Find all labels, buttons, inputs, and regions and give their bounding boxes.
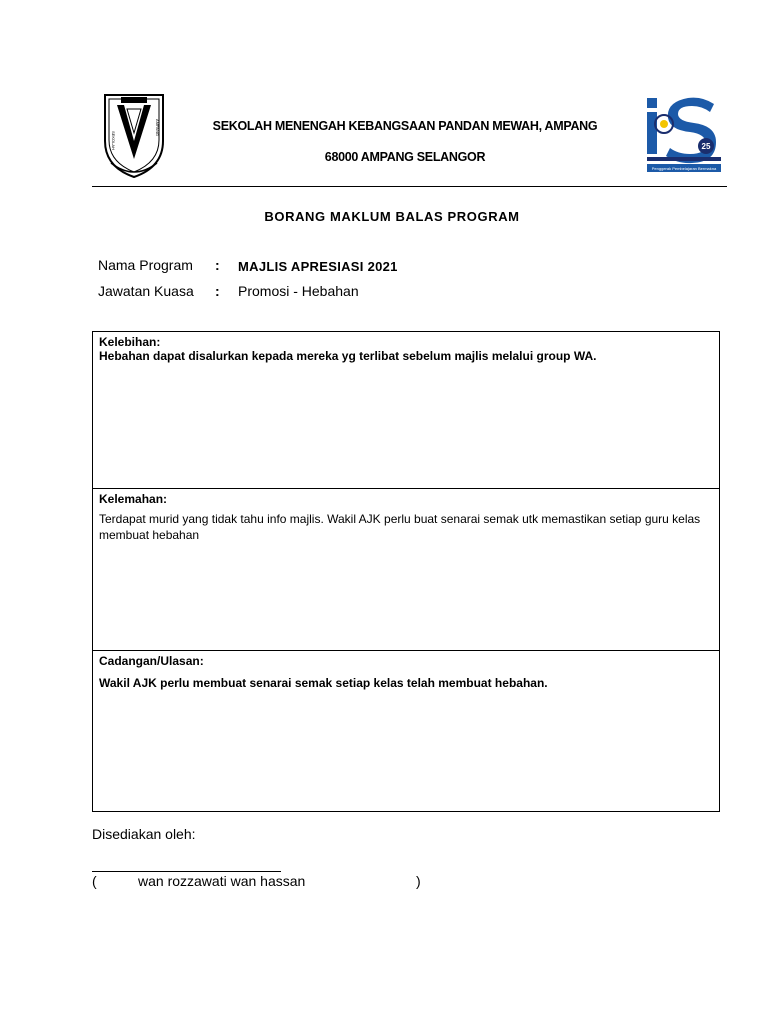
signature-line: [92, 871, 281, 872]
school-name: SEKOLAH MENENGAH KEBANGSAAN PANDAN MEWAH, AMPANG: [212, 119, 598, 133]
svg-text:25: 25: [701, 142, 711, 151]
header-divider: [92, 186, 727, 187]
school-crest-icon: [99, 89, 169, 179]
program-name-label: Nama Program: [98, 257, 193, 273]
strengths-title: Kelebihan:: [99, 335, 161, 349]
program-name-value: MAJLIS APRESIASI 2021: [238, 259, 398, 274]
suggestions-text: Wakil AJK perlu membuat senarai semak setiap kelas telah membuat hebahan.: [99, 676, 548, 690]
school-address: 68000 AMPANG SELANGOR: [324, 150, 486, 164]
committee-colon: :: [215, 283, 220, 299]
svg-text:SEKOLAH: SEKOLAH: [111, 131, 116, 150]
prepared-by-label: Disediakan oleh:: [92, 826, 196, 842]
feedback-box: [92, 331, 720, 812]
committee-value: Promosi - Hebahan: [238, 283, 359, 299]
signatory-name: wan rozzawati wan hassan: [138, 873, 306, 889]
signature-close-paren: ): [416, 873, 421, 889]
weaknesses-text: Terdapat murid yang tidak tahu info majlis. Wakil AJK perlu buat senarai semak utk memastikan setiap guru kelas membuat hebahan: [99, 512, 701, 542]
is-25-program-logo-icon: [644, 94, 724, 176]
committee-label: Jawatan Kuasa: [98, 283, 194, 299]
strengths-text: Hebahan dapat disalurkan kepada mereka yg terlibat sebelum majlis melalui group WA.: [99, 349, 597, 363]
weaknesses-title: Kelemahan:: [99, 492, 168, 506]
form-title: BORANG MAKLUM BALAS PROGRAM: [264, 209, 520, 224]
suggestions-section: [93, 650, 719, 813]
weaknesses-section: [93, 488, 719, 650]
signature-open-paren: (: [92, 873, 97, 889]
svg-text:AMPANG: AMPANG: [155, 119, 160, 137]
suggestions-title: Cadangan/Ulasan:: [99, 654, 204, 668]
strengths-section: [93, 332, 719, 488]
program-logo-tagline: Penggerak Pembelajaran Bermakna: [651, 166, 717, 171]
program-name-colon: :: [215, 257, 220, 273]
